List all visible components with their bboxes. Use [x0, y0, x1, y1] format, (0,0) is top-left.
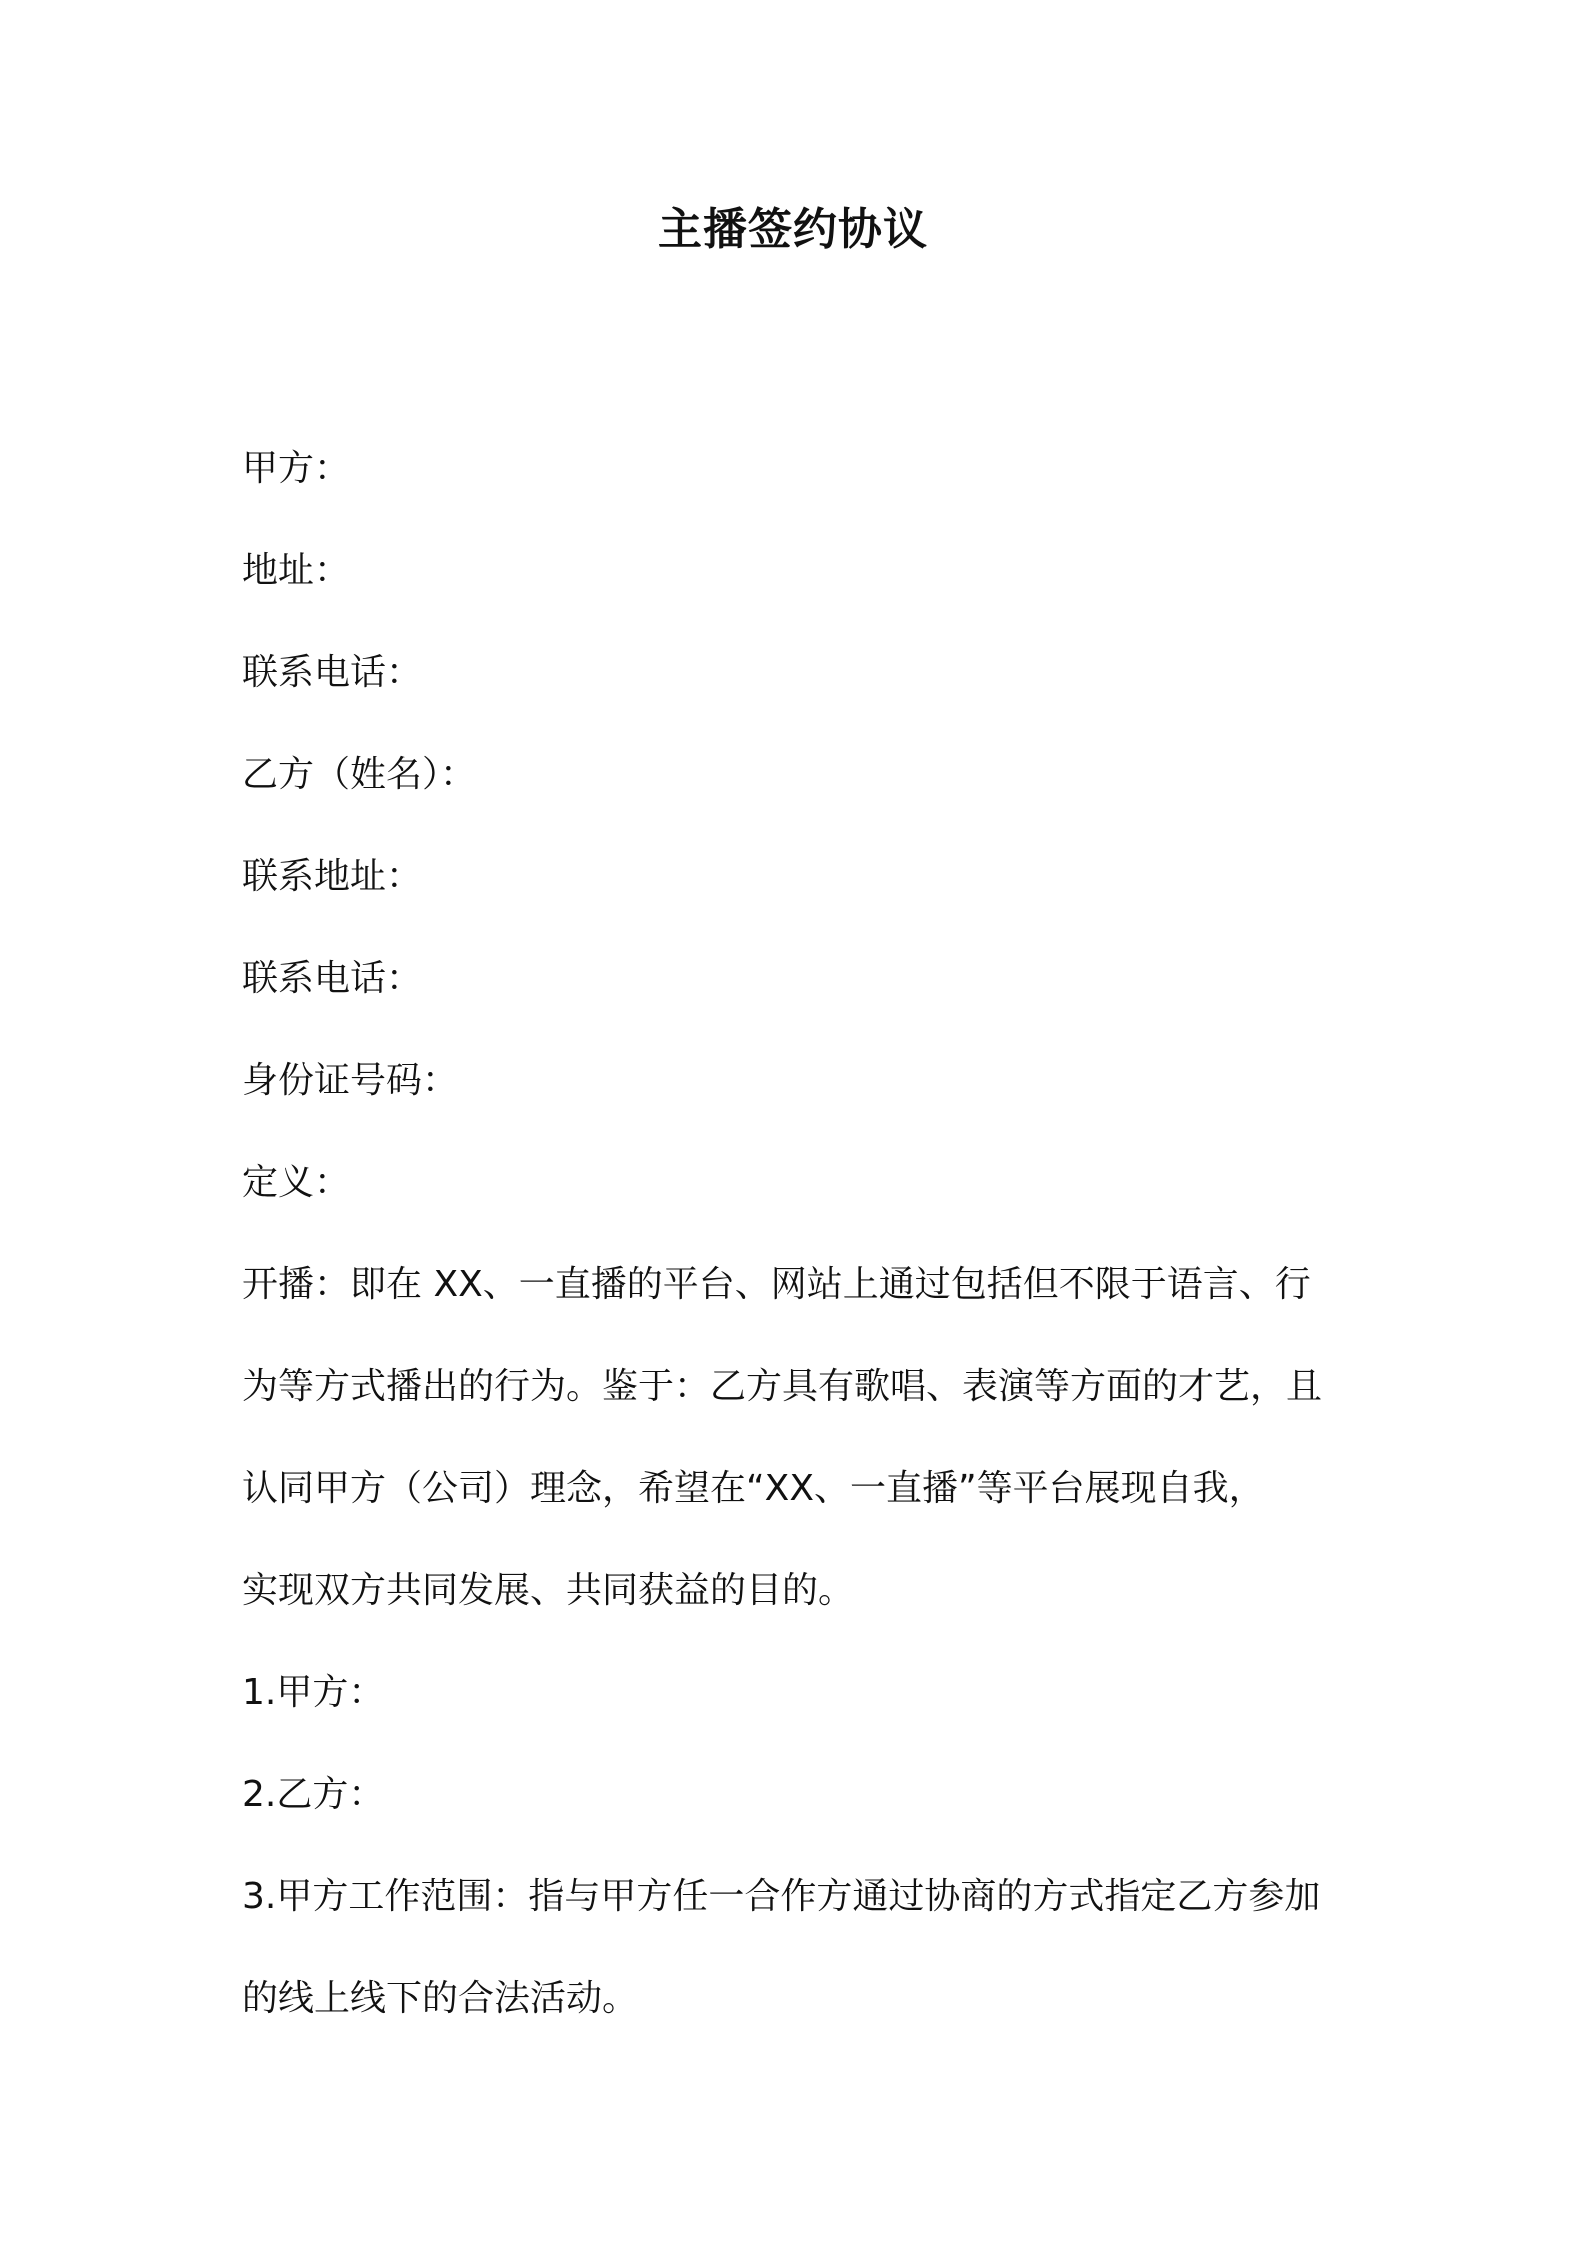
party-a-label: 甲方： [242, 448, 351, 489]
party-b-phone-label: 联系电话： [242, 958, 423, 999]
party-a-phone-label: 联系电话： [242, 652, 423, 693]
definition-heading: 定义： [242, 1162, 351, 1203]
address-label: 地址： [242, 550, 351, 591]
clause-2: 2.乙方： [242, 1774, 385, 1815]
paragraph-line: 为等方式播出的行为。鉴于：乙方具有歌唱、表演等方面的才艺，且 [242, 1366, 1323, 1407]
paragraph-line: 认同甲方（公司）理念，希望在“XX、一直播”等平台展现自我， [242, 1468, 1265, 1509]
clause-3-line: 3.甲方工作范围：指与甲方任一合作方通过协商的方式指定乙方参加 [242, 1876, 1321, 1917]
party-b-address-label: 联系地址： [242, 856, 423, 897]
clause-1: 1.甲方： [242, 1672, 385, 1713]
page-title: 主播签约协议 [658, 204, 928, 255]
party-b-name-label: 乙方（姓名）： [242, 754, 477, 795]
paragraph-line: 实现双方共同发展、共同获益的目的。 [242, 1570, 855, 1611]
paragraph-line: 开播：即在 XX、一直播的平台、网站上通过包括但不限于语言、行 [242, 1264, 1311, 1305]
document-body [242, 418, 1362, 2050]
clause-3-line: 的线上线下的合法活动。 [242, 1978, 639, 2019]
id-number-label: 身份证号码： [242, 1060, 459, 1101]
